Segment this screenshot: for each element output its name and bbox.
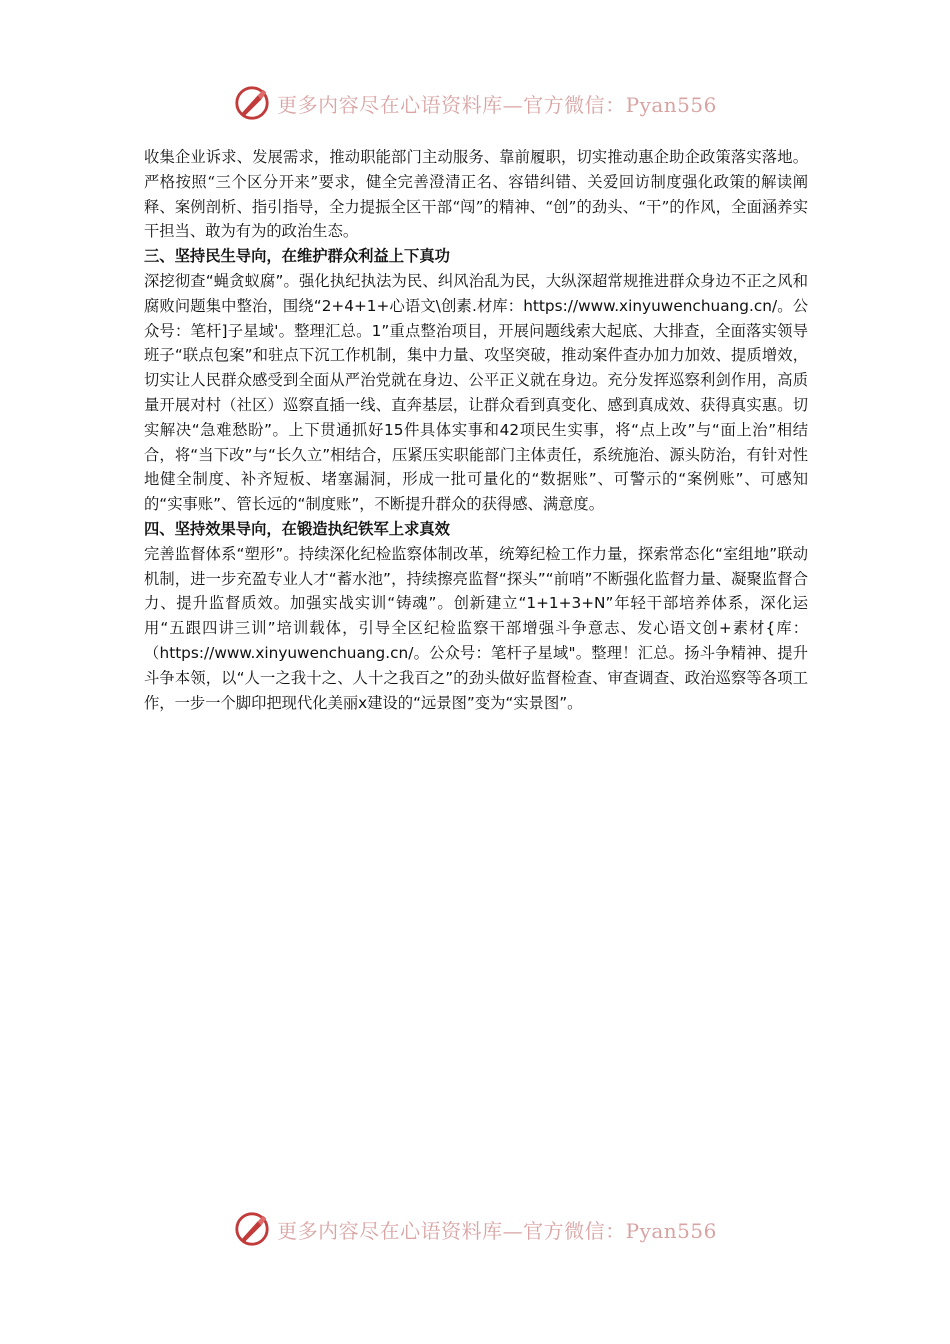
watermark-text: 更多内容尽在心语资料库—官方微信：Pyan556 bbox=[277, 1218, 717, 1243]
section-3-paragraph: 深挖彻查“蝇贪蚁腐”。强化执纪执法为民、纠风治乱为民，大纵深超常规推进群众身边不正之风和腐败问题集中整治，围绕“2+4+1+心语文\创素.材库：https://www.xinyuwenchuang.cn/。公众号：笔杆]子星域'。整理汇总。1”重点整治项目，开展问题线索大起底、大排查，全面落实领导班子“联点包案”和驻点下沉工作机制，集中力量、攻坚突破，推动案件查办加力加效、提质增效，切实让人民群众感受到全面从严治党就在身边、公平正义就在身边。充分发挥巡察利剑作用，高质量开展对村（社区）巡察直插一线、直奔基层，让群众看到真变化、感到真成效、获得真实惠。切实解决“急难愁盼”。上下贯通抓好15件具体实事和42项民生实事，将“点上改”与“面上治”相结合，将“当下改”与“长久立”相结合，压紧压实职能部门主体责任，系统施治、源头防治，有针对性地健全制度、补齐短板、堵塞漏洞，形成一批可量化的“数据账”、可警示的“案例账”、可感知的“实事账”、管长远的“制度账”，不断提升群众的获得感、满意度。 bbox=[144, 271, 808, 514]
header-watermark bbox=[0, 78, 950, 128]
section-4-heading: 四、坚持效果导向，在锻造执纪铁军上求真效 bbox=[144, 519, 450, 538]
pen-logo-icon bbox=[233, 1210, 271, 1248]
footer-watermark bbox=[0, 1204, 950, 1254]
pen-logo-icon bbox=[233, 84, 271, 122]
watermark-text: 更多内容尽在心语资料库—官方微信：Pyan556 bbox=[277, 92, 717, 117]
section-4-paragraph: 完善监督体系“塑形”。持续深化纪检监察体制改革，统筹纪检工作力量，探索常态化“室组地”联动机制，进一步充盈专业人才“蓄水池”，持续擦亮监督“探头”“前哨”不断强化监督力量、凝聚监督合力、提升监督质效。加强实战实训“铸魂”。创新建立“1+1+3+N”年轻干部培养体系，深化运用“五跟四讲三训”培训载体，引导全区纪检监察干部增强斗争意志、发心语文创+素材{库：（https://www.xinyuwenchuang.cn/。公众号：笔杆子星域"。整理！汇总。扬斗争精神、提升斗争本领，以“人一之我十之、人十之我百之”的劲头做好监督检查、审查调查、政治巡察等各项工作，一步一个脚印把现代化美丽x建设的“远景图”变为“实景图”。 bbox=[144, 544, 808, 712]
section-3-heading: 三、坚持民生导向，在维护群众利益上下真功 bbox=[144, 247, 450, 266]
document-body bbox=[144, 145, 808, 715]
intro-paragraph: 收集企业诉求、发展需求，推动职能部门主动服务、靠前履职，切实推动惠企助企政策落实落地。严格按照“三个区分开来”要求，健全完善澄清正名、容错纠错、关爱回访制度强化政策的解读阐释、案例剖析、指引指导，全力提振全区干部“闯”的精神、“创”的劲头、“干”的作风，全面涵养实干担当、敢为有为的政治生态。 bbox=[144, 148, 808, 241]
